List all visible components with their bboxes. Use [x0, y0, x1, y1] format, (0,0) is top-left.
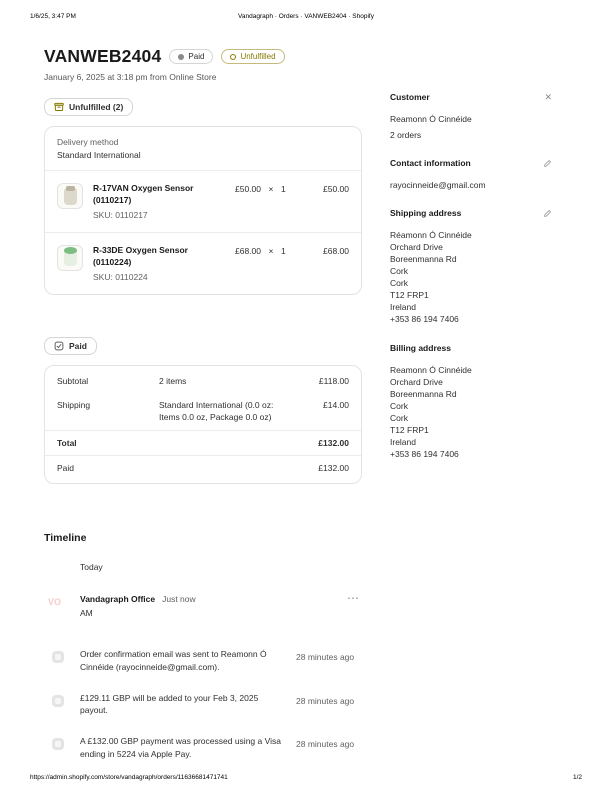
- print-footer: [30, 774, 582, 781]
- paid-badge-label: Paid: [188, 52, 205, 61]
- print-doc-title: Vandagraph · Orders · VANWEB2404 · Shopify: [238, 13, 374, 20]
- shipping-address-heading: Shipping address: [390, 208, 462, 218]
- billing-address-block: [390, 364, 552, 460]
- print-timestamp: 1/6/25, 3:47 PM: [30, 13, 76, 20]
- summary-detail: 2 items: [159, 375, 187, 386]
- unfulfilled-count-label: Unfulfilled (2): [69, 102, 124, 112]
- summary-amount: £132.00: [318, 462, 349, 473]
- paid-section-badge: [44, 337, 97, 355]
- package-icon: [54, 102, 64, 112]
- address-line: T12 FRP1: [390, 290, 429, 300]
- line-item-info: [83, 245, 217, 282]
- timeline-comment: [44, 591, 362, 619]
- customer-order-count: 2 orders: [390, 130, 422, 140]
- product-thumbnail: [57, 183, 83, 209]
- billing-address-header: [390, 343, 552, 353]
- line-item-title[interactable]: R-17VAN Oxygen Sensor (0110217): [93, 183, 194, 205]
- address-line: Cork: [390, 266, 408, 276]
- address-line: Réamonn Ó Cinnéide: [390, 230, 472, 240]
- edit-pencil-icon[interactable]: [543, 209, 552, 218]
- event-icon: [52, 695, 64, 707]
- contact-section-header: [390, 158, 552, 168]
- delivery-method-value: Standard International: [57, 150, 141, 160]
- timeline-events: [44, 648, 362, 761]
- comment-text: AM: [80, 608, 93, 619]
- print-page-indicator: 1/2: [572, 774, 582, 781]
- line-item-row: [45, 233, 361, 294]
- summary-label: Subtotal: [57, 375, 89, 386]
- line-item-row: [45, 171, 361, 232]
- avatar: VO: [48, 597, 62, 608]
- address-line: Cork: [390, 278, 408, 288]
- shipping-address-block: [390, 229, 552, 325]
- line-item-info: [83, 183, 217, 220]
- multiply-sign: ×: [268, 245, 274, 256]
- address-line: Boreenmanna Rd: [390, 254, 457, 264]
- comment-author-line: [80, 594, 345, 604]
- summary-row-paid: [45, 455, 361, 483]
- address-line: Reamonn Ó Cinnéide: [390, 365, 472, 375]
- fulfillment-card: [44, 126, 362, 295]
- timeline-event: [44, 735, 362, 761]
- summary-row-total: [45, 430, 361, 455]
- order-title-row: [44, 46, 362, 67]
- delivery-method-section: [45, 127, 361, 170]
- oxygen-sensor-image: [64, 188, 77, 205]
- customer-email-link[interactable]: rayocinneide@gmail.com: [390, 180, 486, 190]
- line-item-price: £68.00: [235, 245, 261, 256]
- print-footer-url: https://admin.shopify.com/store/vandagraph/orders/11636681471741: [30, 774, 228, 781]
- summary-row-shipping: [45, 393, 361, 430]
- line-item-qty: 1: [281, 245, 286, 256]
- unfulfilled-badge-label: Unfulfilled: [240, 52, 276, 61]
- line-item-title[interactable]: R-33DE Oxygen Sensor (0110224): [93, 244, 188, 267]
- address-line: Boreenmanna Rd: [390, 389, 457, 399]
- order-sidebar: [390, 92, 552, 460]
- event-text: A £132.00 GBP payment was processed using a Visa ending in 5224 via Apple Pay.: [80, 736, 281, 759]
- close-icon[interactable]: ✕: [544, 91, 552, 102]
- event-time: 28 minutes ago: [296, 695, 355, 706]
- summary-label: Total: [57, 437, 77, 448]
- address-line: Cork: [390, 413, 408, 423]
- line-item-sku: SKU: 0110217: [93, 209, 148, 220]
- address-line: +353 86 194 7406: [390, 314, 459, 324]
- customer-name[interactable]: Reamonn Ó Cinnéide: [390, 114, 472, 124]
- customer-section-header: [390, 92, 552, 102]
- line-item-sku: SKU: 0110224: [93, 271, 148, 282]
- event-icon: [52, 651, 64, 663]
- unfulfilled-status-badge: [221, 49, 284, 64]
- order-date-line: January 6, 2025 at 3:18 pm from Online Store: [44, 72, 217, 82]
- summary-amount: £14.00: [323, 399, 349, 410]
- timeline-today-label: Today: [80, 562, 103, 573]
- paid-status-badge: [169, 49, 213, 64]
- edit-pencil-icon[interactable]: [543, 159, 552, 168]
- line-item-total: £50.00: [323, 184, 349, 194]
- oxygen-sensor-image: [64, 249, 77, 266]
- event-text: £129.11 GBP will be added to your Feb 3, 2025 payout.: [80, 692, 259, 716]
- event-time: 28 minutes ago: [296, 739, 355, 750]
- contact-heading: Contact information: [390, 158, 471, 168]
- line-item-total: £68.00: [323, 245, 349, 256]
- page-title: VANWEB2404: [44, 46, 162, 66]
- event-icon-inner: [55, 741, 61, 747]
- address-line: Orchard Drive: [390, 242, 443, 252]
- line-item-qty: 1: [281, 184, 286, 194]
- product-thumbnail: [57, 245, 83, 271]
- comment-body: [80, 594, 345, 618]
- multiply-sign: ×: [268, 184, 274, 194]
- payment-summary-card: [44, 365, 362, 485]
- billing-address-heading: Billing address: [390, 343, 451, 353]
- summary-amount: £118.00: [318, 375, 349, 386]
- event-time: 28 minutes ago: [296, 652, 355, 663]
- summary-row-subtotal: [45, 366, 361, 393]
- address-line: Ireland: [390, 437, 416, 447]
- event-icon-inner: [55, 698, 61, 704]
- delivery-method-label: Delivery method: [57, 137, 119, 147]
- event-icon-inner: [55, 654, 61, 660]
- paid-dot-icon: [178, 54, 184, 60]
- address-line: Ireland: [390, 302, 416, 312]
- summary-amount: £132.00: [318, 437, 349, 448]
- address-line: T12 FRP1: [390, 425, 429, 435]
- shipping-address-header: [390, 208, 552, 218]
- line-item-price: £50.00: [235, 184, 261, 194]
- timeline-heading: Timeline: [44, 532, 87, 545]
- timeline-event: [44, 692, 362, 718]
- summary-label: Shipping: [57, 399, 91, 410]
- address-line: +353 86 194 7406: [390, 449, 459, 459]
- unfulfilled-ring-icon: [230, 54, 236, 60]
- order-main-column: [44, 46, 362, 779]
- print-header: [30, 13, 582, 23]
- timeline-event: [44, 648, 362, 674]
- checkbox-check-icon: [54, 341, 64, 351]
- unfulfilled-section-badge: [44, 98, 133, 116]
- address-line: Cork: [390, 401, 408, 411]
- comment-author: Vandagraph Office: [80, 594, 156, 605]
- event-icon: [52, 738, 64, 750]
- customer-heading: Customer: [390, 92, 430, 102]
- summary-detail: Standard International (0.0 oz: Items 0.0 oz, Package 0.0 oz): [159, 399, 274, 423]
- event-text: Order confirmation email was sent to Reamonn Ó Cinnéide (rayocinneide@gmail.com).: [80, 649, 267, 672]
- summary-label: Paid: [57, 462, 75, 473]
- overflow-menu-icon[interactable]: ⋯: [347, 591, 360, 606]
- paid-section-label: Paid: [69, 340, 87, 351]
- comment-time: Just now: [162, 594, 196, 605]
- address-line: Orchard Drive: [390, 377, 443, 387]
